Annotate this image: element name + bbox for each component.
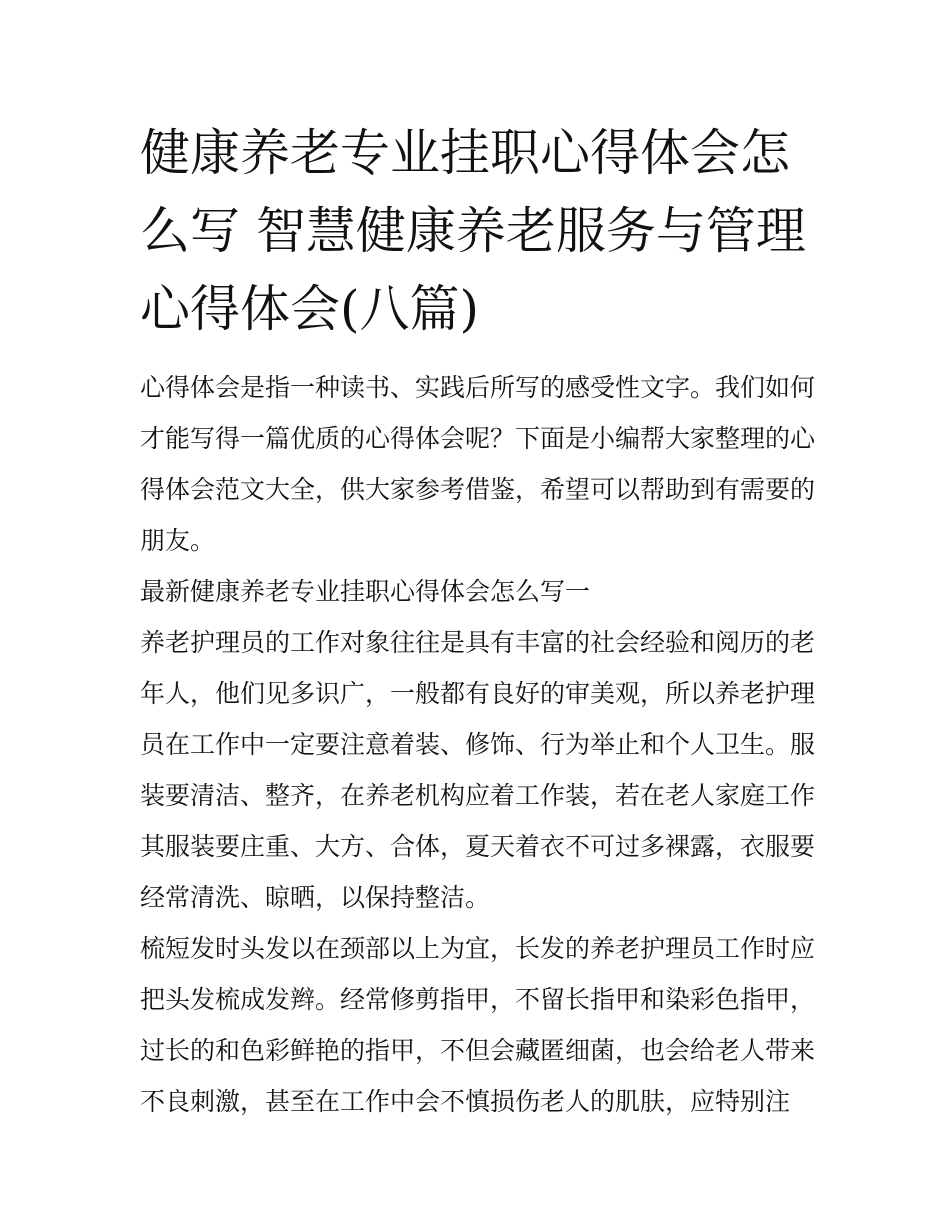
text-line: 不良刺激，甚至在工作中会不慎损伤老人的肌肤，应特别注 <box>140 1087 791 1116</box>
text-line: 把头发梳成发辫。经常修剪指甲，不留长指甲和染彩色指甲， <box>140 985 816 1014</box>
text-line: 过长的和色彩鲜艳的指甲，不但会藏匿细菌，也会给老人带来 <box>140 1036 816 1065</box>
text-line: 梳短发时头发以在颈部以上为宜，长发的养老护理员工作时应 <box>140 934 816 963</box>
document-body <box>140 362 816 1127</box>
text-line: 才能写得一篇优质的心得体会呢？下面是小编帮大家整理的心 <box>140 424 816 453</box>
title-line: 心得体会(八篇) <box>140 280 480 338</box>
text-line: 最新健康养老专业挂职心得体会怎么写一 <box>140 577 591 606</box>
text-line: 装要清洁、整齐，在养老机构应着工作装，若在老人家庭工作 <box>140 781 816 810</box>
title-line: 么写 智慧健康养老服务与管理 <box>140 202 806 260</box>
document-content <box>140 114 816 1127</box>
text-line: 养老护理员的工作对象往往是具有丰富的社会经验和阅历的老 <box>140 628 816 657</box>
body-paragraph <box>140 923 816 1127</box>
title-line: 健康养老专业挂职心得体会怎 <box>140 124 790 182</box>
section-heading <box>140 566 816 617</box>
document-title <box>140 114 816 348</box>
body-paragraph <box>140 617 816 923</box>
text-line: 员在工作中一定要注意着装、修饰、行为举止和个人卫生。服 <box>140 730 816 759</box>
text-line: 年人，他们见多识广，一般都有良好的审美观，所以养老护理 <box>140 679 816 708</box>
text-line: 其服装要庄重、大方、合体，夏天着衣不可过多裸露，衣服要 <box>140 832 816 861</box>
text-line: 经常清洗、晾晒，以保持整洁。 <box>140 883 491 912</box>
text-line: 得体会范文大全，供大家参考借鉴，希望可以帮助到有需要的 <box>140 475 816 504</box>
text-line: 心得体会是指一种读书、实践后所写的感受性文字。我们如何 <box>140 373 816 402</box>
intro-paragraph <box>140 362 816 566</box>
text-line: 朋友。 <box>140 526 216 555</box>
